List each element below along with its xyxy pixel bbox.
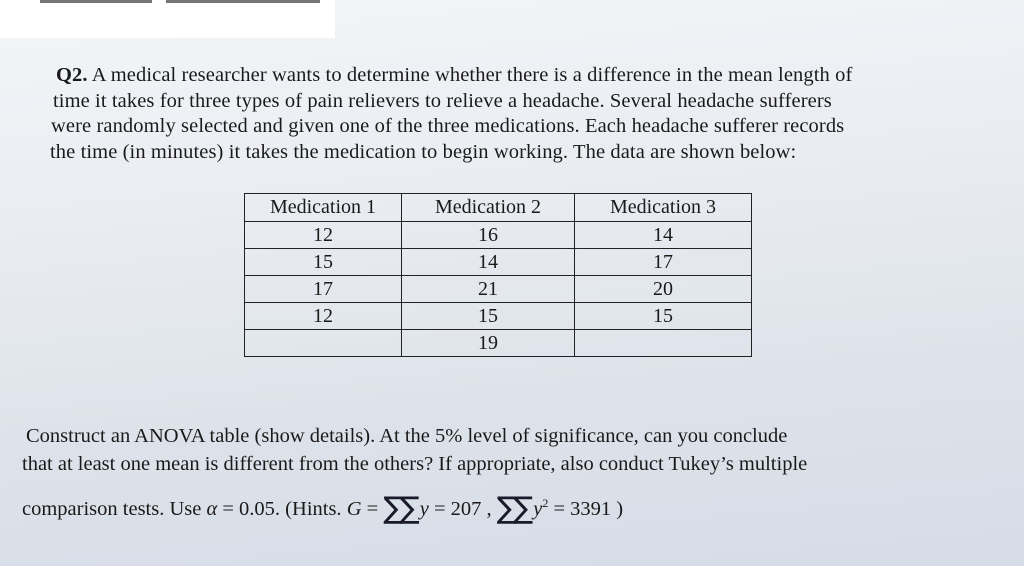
double-sum-symbol-2: ∑∑ [496, 490, 530, 526]
table-cell [245, 330, 402, 357]
table-row [245, 276, 752, 303]
table-cell: 15 [575, 303, 752, 330]
question-line-2: time it takes for three types of pain relievers to relieve a headache. Several headache sufferers [53, 89, 832, 112]
table-cell: 15 [402, 303, 575, 330]
instructions-paragraph [22, 422, 1012, 526]
question-line-1 [50, 63, 990, 89]
header-medication-2: Medication 2 [402, 194, 575, 222]
question-line-4: the time (in minutes) it takes the medication to begin working. The data are shown below: [50, 140, 797, 163]
table-cell: 15 [245, 249, 402, 276]
double-sum-symbol: ∑∑ [383, 490, 416, 526]
header-medication-3: Medication 3 [575, 194, 752, 222]
cropped-text-remnant [40, 0, 320, 3]
table-cell: 16 [402, 222, 575, 249]
table-cell: 21 [402, 276, 575, 303]
question-paragraph [50, 63, 990, 165]
table-row [245, 249, 752, 276]
instructions-line-3 [22, 489, 1012, 526]
table-row [245, 303, 752, 330]
sum-y2-value: = 3391 ) [548, 497, 624, 520]
table-cell: 12 [245, 222, 402, 249]
question-number: Q2. [56, 64, 88, 86]
question-text-1: A medical researcher wants to determine whether there is a difference in the mean length of [91, 64, 853, 86]
medication-data-table [244, 193, 752, 357]
table-row [245, 330, 752, 357]
top-white-band [0, 0, 335, 38]
sum-y-value: = 207 , [428, 497, 497, 520]
instructions-line-2: that at least one mean is different from the others? If appropriate, also conduct Tukey’s multiple [22, 453, 808, 475]
g-equals: = [361, 497, 384, 520]
table-header-row [245, 194, 752, 222]
table-cell: 17 [245, 276, 402, 303]
table-cell: 12 [245, 303, 402, 330]
y2-power: 2 [542, 496, 549, 510]
table-cell: 14 [575, 222, 752, 249]
question-line-3: were randomly selected and given one of the three medications. Each headache sufferer records [51, 115, 845, 137]
table-cell: 20 [575, 276, 752, 303]
instructions-prefix: comparison tests. Use [22, 497, 207, 520]
g-symbol: G [346, 497, 362, 520]
table-cell: 14 [402, 249, 575, 276]
table-cell: 17 [575, 249, 752, 276]
alpha-symbol: α [206, 497, 218, 520]
y2-symbol: y [533, 497, 543, 520]
y-symbol: y [419, 497, 429, 520]
alpha-value: = 0.05. (Hints. [217, 497, 347, 520]
instructions-line-1: Construct an ANOVA table (show details). At the 5% level of significance, can you conclude [26, 425, 788, 447]
header-medication-1: Medication 1 [245, 194, 402, 222]
table-row [245, 222, 752, 249]
table-cell [575, 330, 752, 357]
table-cell: 19 [402, 330, 575, 357]
